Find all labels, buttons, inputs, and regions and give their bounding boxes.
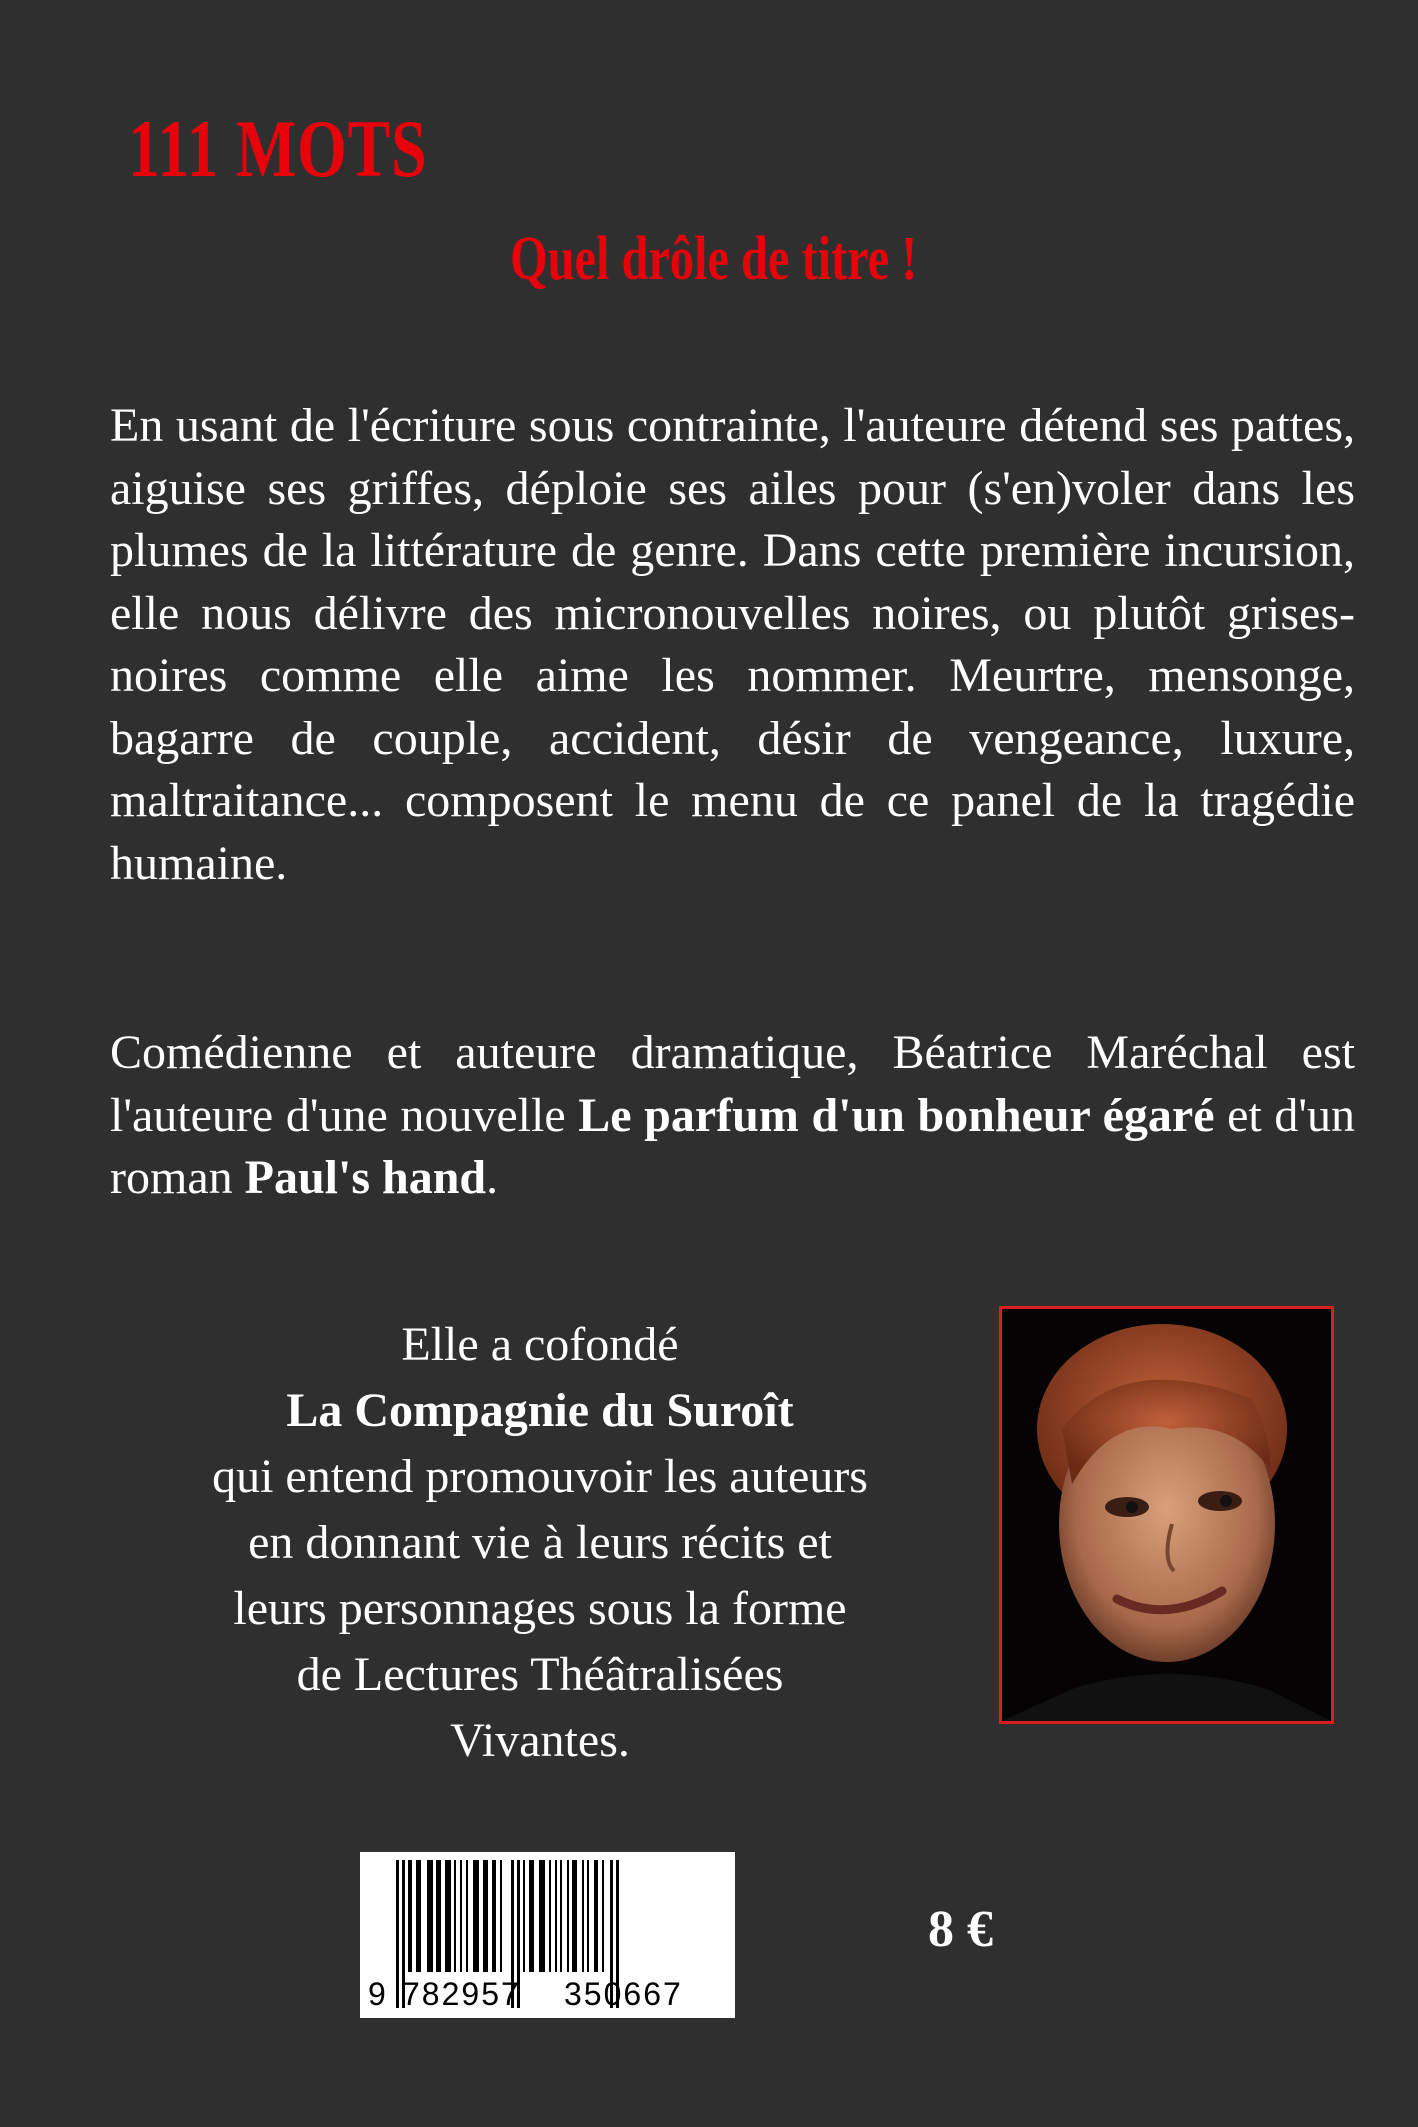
barcode-bar [549,1860,551,1972]
author-photo [999,1306,1334,1724]
barcode-bar [529,1860,534,1972]
author-text-part2: et d'un roman [110,1088,1356,1204]
barcode-bar [492,1860,496,1972]
barcode-bar [582,1860,584,1972]
author-text-part1: Comédienne et auteure dramatique, Béatrice Maréchal est l'auteure d'une nouvelle [110,1026,1355,1142]
price-label: 8 € [928,1901,993,1958]
barcode-bar [454,1860,456,1972]
barcode-bar [594,1860,598,1972]
barcode-bar [436,1860,441,1972]
barcode-bar [567,1860,569,1972]
barcode-bar [572,1860,577,1972]
barcode-bar [555,1860,557,1972]
author-paragraph [110,1022,1355,1210]
barcode-bar [466,1860,468,1972]
synopsis-paragraph: En usant de l'écriture sous contrainte, l'auteure détend ses pattes, aiguise ses griffes, déploie ses ailes pour (s'en)voler dans les plumes de la littérature de genre. Dans cette première incursion, elle nous délivre des micronouvelles noires, ou plutôt grises-noires comme elle aime les nommer. Meurtre, mensonge, bagarre de couple, accident, désir de vengeance, luxure, maltraitance... composent le menu de ce panel de la tragédie humaine. [110,399,1355,890]
isbn-lead-digit: 9 [368,1976,386,2012]
author-text-part3: . [486,1151,499,1204]
barcode-bar [523,1860,525,1972]
barcode-bar [500,1860,502,1972]
book-title-novel: Paul's hand [244,1151,487,1204]
isbn-digits [360,1974,735,2014]
company-name: La Compagnie du Suroît [286,1384,794,1437]
book-title: 111 MOTS [128,103,428,194]
barcode-bar [408,1860,412,1972]
book-title-novella: Le parfum d'un bonheur égaré [578,1088,1215,1142]
barcode-bar [445,1860,451,1972]
bio-line: qui entend promouvoir les auteurs [212,1450,868,1503]
author-portrait-image [1002,1309,1331,1721]
barcode-bar [483,1860,488,1972]
barcode-bar [460,1860,462,1972]
bio-line: leurs personnages sous la forme [233,1582,847,1635]
company-bio [120,1312,960,1774]
book-subtitle: Quel drôle de titre ! [510,225,918,293]
isbn-barcode [360,1852,735,2018]
barcode-bar [602,1860,604,1972]
bio-line: Elle a cofondé [401,1318,679,1371]
barcode-bar [560,1860,562,1972]
barcode-bar [539,1860,545,1972]
isbn-group-right: 350667 [564,1976,683,2012]
bio-line: Vivantes. [450,1714,630,1767]
isbn-group-left: 782957 [402,1976,521,2012]
barcode-bar [427,1860,433,1972]
bio-line: en donnant vie à leurs récits et [248,1516,832,1569]
bio-line: de Lectures Théâtralisées [296,1648,784,1701]
barcode-bar [416,1860,421,1972]
barcode-bar [473,1860,479,1972]
barcode-bar [587,1860,589,1972]
